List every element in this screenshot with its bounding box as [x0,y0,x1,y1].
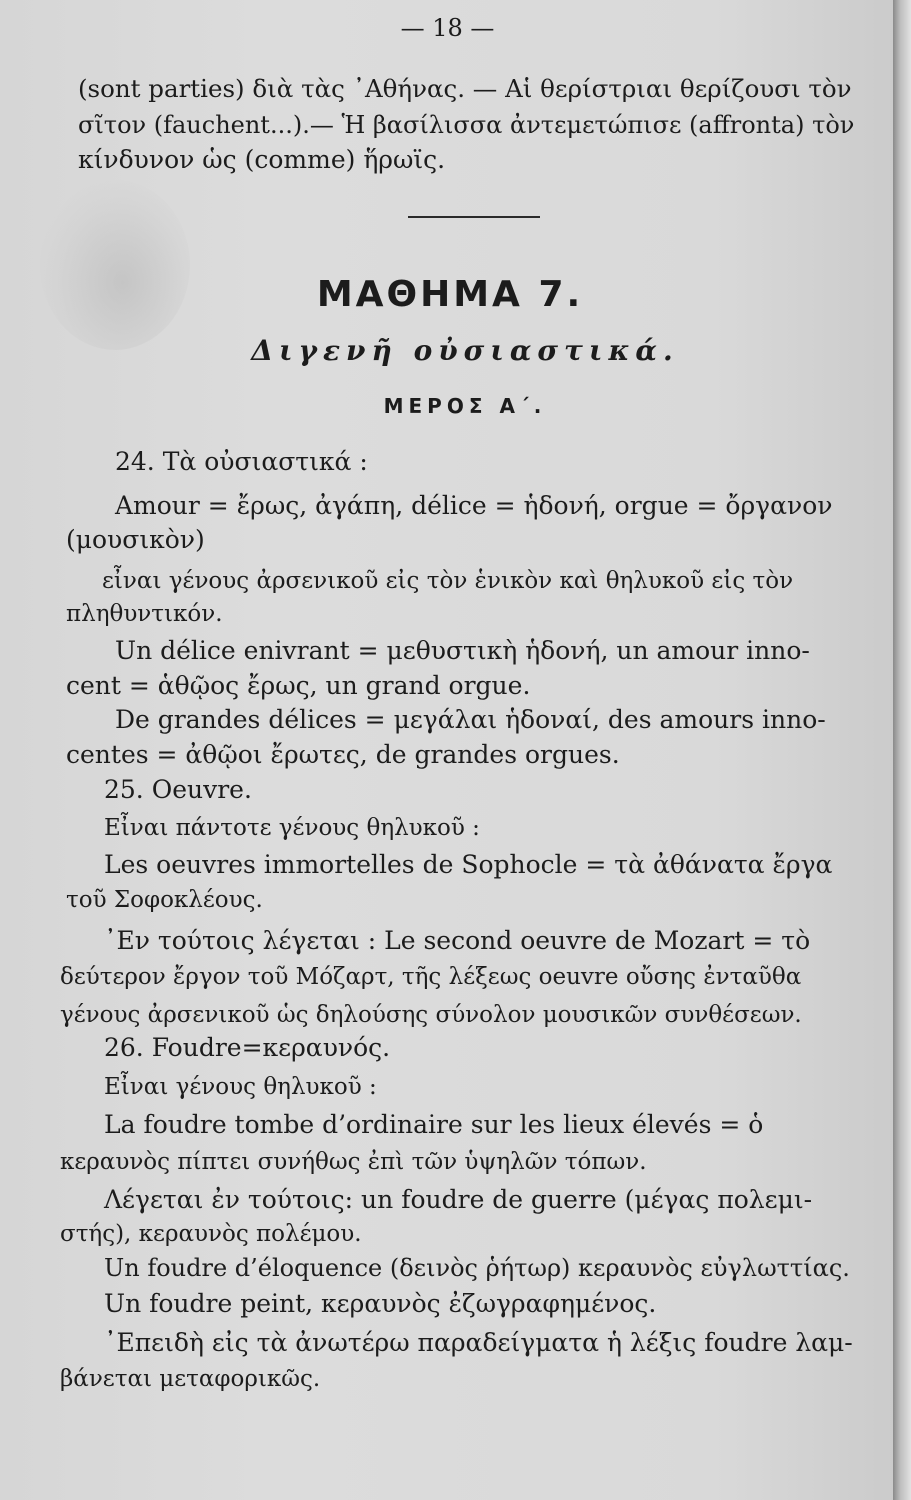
text-line: κίνδυνον ὡς (comme) ἥρωϊς. [78,145,446,174]
text-line: cent = ἁθῷος ἔρως, un grand orgue. [66,671,531,700]
section-heading: 25. Oeuvre. [104,775,252,804]
text-line: ᾿Εν τούτοις λέγεται : Le second oeuvre de Mozart = τὸ [104,926,811,955]
page-number: — 18 — [400,14,495,42]
text-line: Un foudre d’éloquence (δεινὸς ῥήτωρ) κεραυνὸς εὐγλωττίας. [104,1254,850,1282]
part-heading: ΜΕΡΟΣ Α΄. [383,394,547,418]
text-line: πληθυντικόν. [66,601,223,627]
text-line: centes = ἀθῷοι ἔρωτες, de grandes orgues. [66,740,620,769]
lesson-title: ΜΑΘΗΜΑ 7. [316,274,584,315]
section-heading: 24. Τὰ οὐσιαστικά : [115,447,368,476]
text-line: Amour = ἔρως, ἀγάπη, délice = ἡδονή, orgue = ὄργανον [115,491,833,520]
text-line: εἶναι γένους ἀρσενικοῦ εἰς τὸν ἑνικὸν καὶ θηλυκοῦ εἰς τὸν [102,568,794,594]
text-line: La foudre tombe d’ordinaire sur les lieux élevés = ὁ [104,1110,764,1139]
text-line: Un délice enivrant = μεθυστικὴ ἡδονή, un amour inno- [115,636,810,665]
text-line: (μουσικὸν) [66,525,205,554]
section-heading: 26. Foudre=κεραυνός. [104,1033,391,1062]
text-line: στής), κεραυνὸς πολέμου. [60,1221,362,1247]
text-line: δεύτερον ἔργον τοῦ Μόζαρτ, τῆς λέξεως oeuvre οὔσης ἐνταῦθα [60,964,802,990]
text-line: τοῦ Σοφοκλέους. [66,887,263,913]
text-line: De grandes délices = μεγάλαι ἡδοναί, des amours inno- [115,705,826,734]
text-line: κεραυνὸς πίπτει συνήθως ἐπὶ τῶν ὑψηλῶν τόπων. [60,1149,647,1175]
text-line: (sont parties) διὰ τὰς ᾿Αθήνας. — Αἱ θερίστριαι θερίζουσι τὸν [78,74,852,103]
text-line: σῖτον (fauchent...).— Ἡ βασίλισσα ἀντεμετώπισε (affronta) τὸν [78,111,855,139]
library-stamp [40,180,190,350]
text-line: βάνεται μεταφορικῶς. [60,1366,321,1392]
lesson-subtitle: Διγενῆ οὐσιαστικά. [251,334,679,367]
text-line: Εἶναι πάντοτε γένους θηλυκοῦ : [104,815,480,841]
text-line: Un foudre peint, κεραυνὸς ἐζωγραφημένος. [104,1289,657,1318]
text-line: Εἶναι γένους θηλυκοῦ : [104,1074,377,1100]
separator-rule [408,216,540,218]
text-line: Les oeuvres immortelles de Sophocle = τὰ ἀθάνατα ἔργα [104,850,833,879]
text-line: Λέγεται ἐν τούτοις: un foudre de guerre (μέγας πολεμι- [104,1185,813,1214]
text-line: γένους ἀρσενικοῦ ὡς δηλούσης σύνολον μουσικῶν συνθέσεων. [60,1002,802,1028]
binding-edge [893,0,911,1500]
text-line: ᾿Επειδὴ εἰς τὰ ἀνωτέρω παραδείγματα ἡ λέξις foudre λαμ- [104,1328,853,1357]
